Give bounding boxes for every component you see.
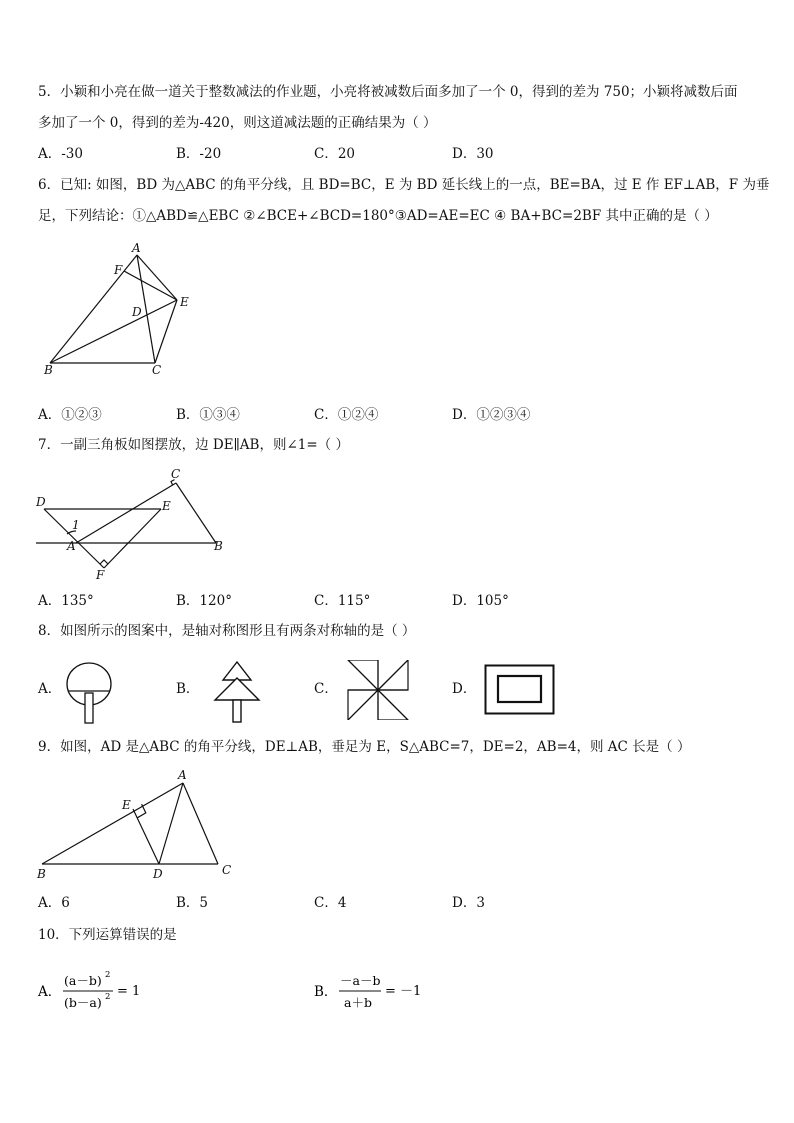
q6-figure	[40, 240, 210, 380]
q10-option-a-numerator: (a－b)	[64, 973, 102, 988]
q10-option-b-rhs: = －1	[385, 984, 422, 999]
q7-option-c[interactable]: C．115°	[314, 593, 371, 609]
q6-option-c[interactable]: C．①②④	[314, 407, 379, 423]
q6-option-d[interactable]: D．①②③④	[452, 407, 531, 423]
q10-option-b-denominator: a＋b	[344, 995, 372, 1010]
q7-option-a[interactable]: A．135°	[38, 593, 94, 609]
q6-label-f: F	[114, 263, 123, 277]
q6-label-b: B	[44, 363, 53, 377]
q10-option-b-numerator: －a－b	[340, 973, 381, 988]
q10-option-a-denominator: (b－a)	[64, 995, 102, 1010]
q6-label-a: A	[132, 241, 141, 255]
q10-option-b[interactable]	[314, 970, 454, 1018]
q7-label-1: 1	[72, 518, 80, 532]
q9-option-c[interactable]: C．4	[314, 895, 347, 911]
q5-option-b[interactable]: B．-20	[176, 146, 222, 162]
q6-text-line1: 6．已知: 如图，BD 为△ABC 的角平分线，且 BD=BC，E 为 BD 延长线上的一点，BE=BA，过 E 作 EF⊥AB，F 为垂	[38, 177, 770, 193]
q7-label-f: F	[96, 568, 105, 582]
q7-options	[38, 591, 758, 611]
q6-label-c: C	[152, 363, 162, 377]
q9-option-a[interactable]: A．6	[38, 895, 70, 911]
q10-option-a[interactable]	[38, 970, 178, 1018]
q5-text-line1: 5．小颖和小亮在做一道关于整数减法的作业题，小亮将被减数后面多加了一个 0，得到的差为 750；小颖将减数后面	[38, 84, 738, 100]
q5-option-d[interactable]: D．30	[452, 146, 494, 162]
q7-label-c: C	[171, 467, 181, 481]
q10-option-b-label: B．	[314, 984, 338, 1000]
q8-fan-figure	[64, 660, 116, 730]
q9-label-a: A	[178, 768, 187, 782]
q5-option-a[interactable]: A．-30	[38, 146, 83, 162]
q7-figure	[36, 466, 236, 581]
q7-label-d: D	[36, 495, 46, 509]
q8-pinwheel-figure	[347, 660, 409, 724]
q10-option-a-den-exponent: 2	[105, 992, 111, 1002]
q9-label-e: E	[122, 798, 131, 812]
q8-option-b[interactable]: B．	[176, 681, 200, 697]
q6-text-line2: 足，下列结论：①△ABD≌△EBC ②∠BCE+∠BCD=180°③AD=AE=EC ④ BA+BC=2BF 其中正确的是（ ）	[38, 208, 718, 224]
q6-option-b[interactable]: B．①③④	[176, 407, 240, 423]
q5-option-c[interactable]: C．20	[314, 146, 356, 162]
q6-label-d: D	[132, 305, 142, 319]
q9-options	[38, 893, 758, 913]
q8-option-d[interactable]: D．	[452, 681, 477, 697]
q10-options	[38, 958, 758, 1008]
q9-label-d: D	[153, 867, 163, 881]
q7-label-b: B	[214, 539, 223, 553]
q7-option-d[interactable]: D．105°	[452, 593, 509, 609]
q10-option-a-num-exponent: 2	[105, 970, 111, 980]
q7-text-line1: 7．一副三角板如图摆放，边 DE∥AB，则∠1=（ ）	[38, 437, 349, 453]
q9-option-d[interactable]: D．3	[452, 895, 485, 911]
q8-text-line1: 8．如图所示的图案中，是轴对称图形且有两条对称轴的是（ ）	[38, 623, 416, 639]
q10-option-a-rhs: = 1	[117, 984, 141, 999]
q7-option-b[interactable]: B．120°	[176, 593, 232, 609]
q8-option-a[interactable]: A．	[38, 681, 62, 697]
q10-option-a-label: A．	[38, 984, 62, 1000]
q6-option-a[interactable]: A．①②③	[38, 407, 102, 423]
q6-label-e: E	[180, 295, 189, 309]
q9-label-c: C	[222, 863, 232, 877]
q9-option-b[interactable]: B．5	[176, 895, 209, 911]
q10-text-line1: 10．下列运算错误的是	[38, 927, 177, 943]
q6-options	[38, 405, 758, 425]
q7-label-e: E	[162, 499, 171, 513]
q8-option-c[interactable]: C．	[314, 681, 338, 697]
q9-label-b: B	[37, 867, 46, 881]
q5-text-line2: 多加了一个 0，得到的差为-420，则这道减法题的正确结果为（ ）	[38, 115, 437, 131]
q8-frame-figure	[484, 664, 556, 720]
q5-options	[38, 144, 758, 164]
q9-figure	[36, 766, 236, 881]
q7-label-a: A	[67, 539, 76, 553]
q9-text-line1: 9．如图，AD 是△ABC 的角平分线，DE⊥AB，垂足为 E，S△ABC=7，DE=2，AB=4，则 AC 长是（ ）	[38, 739, 691, 755]
q8-tree-figure	[205, 660, 269, 728]
